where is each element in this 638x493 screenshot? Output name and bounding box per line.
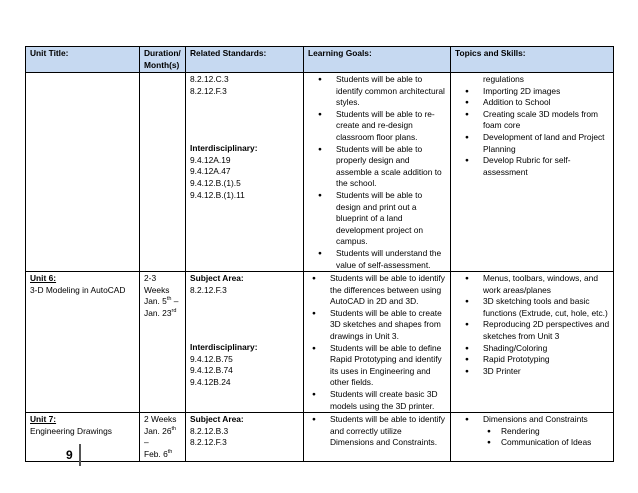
unit-title-cell (26, 413, 140, 461)
topics-list (455, 86, 610, 179)
interdisciplinary-label: Interdisciplinary: (190, 143, 258, 154)
list-item: ● Students will be able to design and print out a blueprint of a land development project on campus. (336, 190, 447, 248)
goals-list (308, 273, 447, 412)
header-duration: Duration/ Month(s) (140, 47, 186, 73)
interdisciplinary-code: 9.4.12.B.75 (190, 353, 233, 364)
standard-code: 8.2.12.F.3 (190, 437, 227, 448)
duration-weeks: 2 Weeks (144, 414, 177, 425)
duration-start: Jan. 26th – (144, 425, 177, 448)
goals-list (308, 74, 447, 271)
duration-cell (140, 272, 186, 413)
unit-title-cell (26, 272, 140, 413)
list-item: ● Development of land and Project Planning (483, 132, 610, 155)
unit-title-cell (26, 73, 140, 272)
list-item: ● Students will create basic 3D models using the 3D printer. (330, 389, 447, 412)
list-item: ● Shading/Coloring (483, 343, 610, 355)
interdisciplinary-code: 9.4.12.B.(1).11 (190, 189, 245, 200)
list-item: ● Communication of Ideas (501, 437, 610, 449)
list-item: ● Addition to School (483, 97, 610, 109)
list-item: ● Students will be able to identify common architectural styles. (336, 74, 447, 109)
interdisciplinary-code: 9.4.12.B.(1).5 (190, 177, 241, 188)
topic-continued: regulations (483, 74, 524, 84)
topics-list (455, 273, 610, 377)
standards-cell (186, 272, 304, 413)
list-item: ● Creating scale 3D models from foam core (483, 109, 610, 132)
page-number-divider (79, 444, 81, 466)
topics-cell (451, 73, 614, 272)
interdisciplinary-label: Interdisciplinary: (190, 342, 258, 353)
duration-cell (140, 413, 186, 461)
list-item: ● Menus, toolbars, windows, and work areas/planes (483, 273, 610, 296)
table-row (26, 413, 614, 461)
unit-name: Engineering Drawings (30, 425, 112, 436)
unit-number: Unit 7: (30, 414, 57, 425)
list-item: ● Students will be able to identify the differences between using AutoCAD in 2D and 3D. (330, 273, 447, 308)
learning-goals-cell (304, 413, 451, 461)
header-unit-title: Unit Title: (26, 47, 140, 73)
interdisciplinary-code: 9.4.12A.19 (190, 154, 231, 165)
duration-end: Jan. 23rd (144, 307, 177, 318)
table-header-row (26, 47, 614, 73)
interdisciplinary-code: 9.4.12A.47 (190, 166, 231, 177)
list-item: ● Students will be able to create 3D sketches and shapes from drawings in Unit 3. (330, 308, 447, 343)
list-item: ● 3D Printer (483, 366, 610, 378)
curriculum-table (25, 46, 614, 462)
table-row (26, 73, 614, 272)
list-item: ● Rapid Prototyping (483, 354, 610, 366)
unit-name: 3-D Modeling in AutoCAD (30, 284, 126, 295)
header-topics-skills: Topics and Skills: (451, 47, 614, 73)
list-item: ● Rendering (501, 426, 610, 438)
standard-code: 8.2.12.F.3 (190, 85, 227, 96)
list-item: ● Dimensions and Constraints (483, 414, 610, 426)
unit-number: Unit 6: (30, 273, 57, 284)
learning-goals-cell (304, 272, 451, 413)
list-item: ● Importing 2D images (483, 86, 610, 98)
interdisciplinary-code: 9.4.12B.24 (190, 377, 231, 388)
duration-end: Feb. 6th (144, 449, 173, 459)
topics-list (455, 414, 610, 426)
topics-cell (451, 413, 614, 461)
list-item: ● 3D sketching tools and basic functions (Extrude, cut, hole, etc.) (483, 296, 610, 319)
subject-area-label: Subject Area: (190, 273, 244, 284)
list-item: ● Reproducing 2D perspectives and sketches from Unit 3 (483, 319, 610, 342)
list-item: ● Students will be able to re-create and re-design classroom floor plans. (336, 109, 447, 144)
standards-cell (186, 413, 304, 461)
duration-cell (140, 73, 186, 272)
subject-area-label: Subject Area: (190, 414, 244, 425)
standard-code: 8.2.12.B.3 (190, 425, 229, 436)
list-item: ● Students will understand the value of self-assessment. (336, 248, 447, 271)
list-item: ● Students will be able to properly design and assemble a scale addition to the school. (336, 144, 447, 190)
topics-sublist (455, 426, 610, 449)
list-item: ● Students will be able to define Rapid Prototyping and identify its uses in Engineering and other fields. (330, 343, 447, 389)
header-learning-goals: Learning Goals: (304, 47, 451, 73)
standard-code: 8.2.12.C.3 (190, 74, 229, 84)
table-row (26, 272, 614, 413)
list-item: ● Students will be able to identify and correctly utilize Dimensions and Constraints. (330, 414, 447, 449)
standard-code: 8.2.12.F.3 (190, 284, 227, 295)
topics-cell (451, 272, 614, 413)
goals-list (308, 414, 447, 449)
page-number: 9 (66, 448, 73, 462)
list-item: ● Develop Rubric for self-assessment (483, 155, 610, 178)
duration-start: Jan. 5th – (144, 296, 179, 307)
interdisciplinary-code: 9.4.12.B.74 (190, 365, 233, 376)
learning-goals-cell (304, 73, 451, 272)
header-standards: Related Standards: (186, 47, 304, 73)
duration-weeks: 2-3 Weeks (144, 273, 170, 295)
standards-cell (186, 73, 304, 272)
